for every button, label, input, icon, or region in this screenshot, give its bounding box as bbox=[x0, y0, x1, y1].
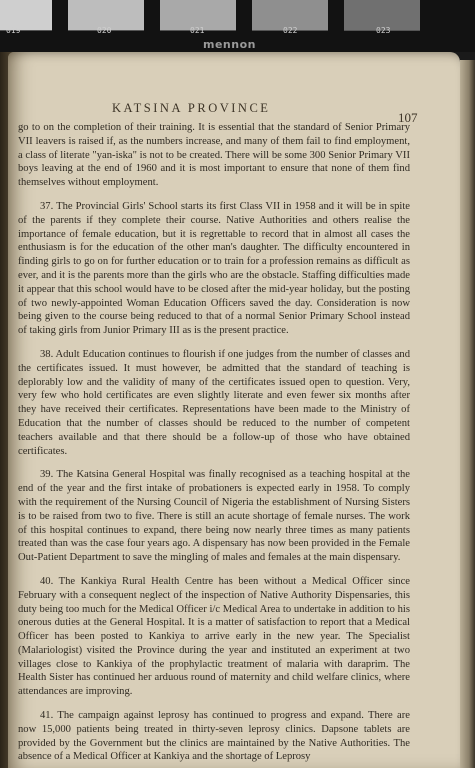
page-edge bbox=[460, 60, 475, 768]
frame-number: 021 bbox=[190, 26, 205, 35]
paragraph: 38. Adult Education continues to flourish if one judges from the number of classes and the certificates issued. It must however, be admitted that the standard of teaching is deplorably low and the validity of many of the certificates issued open to question. Very, very few who hold certificates are even slightly literate and even fewer six months after they have received their certificates. Representations have been made to the Ministry of Education that the number of classes should be reduced to the number of competent teachers available and that there should be a follow-up of those who have obtained certificates. bbox=[18, 348, 410, 457]
paragraph: 37. The Provincial Girls' School starts its first Class VII in 1958 and it will be in spite of the parents if they complete their course. Native Authorities and others realise the importance of female education, but it is regrettable to record that in almost all cases the enthusiasm is for the education of the other man's daughter. The difficulty encountered in finding girls to go on for further education or to train for a profession remains as difficult as ever, and it is the parents more than the girls who are the obstacle. Staffing difficulties made it appear that this school would have to be closed after the mid-year holiday, but the posting of two newly-appointed Woman Education Officers saved the day. Consideration is now being given to the course being reduced to that of a normal Senior Primary School instead of taking girls from Junior Primary III as is the present practice. bbox=[18, 200, 410, 337]
scanner-frame-bar bbox=[0, 0, 475, 52]
frame-number: 023 bbox=[376, 26, 391, 35]
frame-number: 020 bbox=[97, 26, 112, 35]
running-header: KATSINA PROVINCE bbox=[112, 101, 271, 115]
frame-number: 019 bbox=[6, 26, 21, 35]
paragraph: 40. The Kankiya Rural Health Centre has been without a Medical Officer since February with a consequent neglect of the inspection of Native Authority Dispensaries, this duty being too much for the Medical Officer i/c Medical Area to undertake in addition to his onerous duties at the General Hospital. It is a matter of satisfaction to report that a Medical Officer has been posted to Kankiya to arrive early in the new year. The Specialist (Malariologist) visited the Province during the year and instituted an experiment at two villages close to Kankiya of the prophylactic treatment of malaria with daraprim. The Health Sister has continued her arduous round of maternity and child welfare clinics, where attendances are improving. bbox=[18, 575, 410, 698]
scanner-brand-logo: mennon bbox=[203, 38, 256, 51]
paragraph: go to on the completion of their training. It is essential that the standard of Senior Primary VII leavers is raised if, as the numbers increase, and many of them fail to find employment, a class of literate "yan-iska" is not to be created. There will be some 300 Senior Primary VII boys leaving at the end of 1960 and it is most important to ensure that none of them find themselves without employment. bbox=[18, 122, 410, 189]
paragraph: 39. The Katsina General Hospital was finally recognised as a teaching hospital at the end of the year and the first intake of probationers is expected early in 1958. To comply with the requirement of the Nursing Council of Nigeria the establishment of Nursing Sisters is to be raised from two to five. There is still an acute shortage of female nurses. The work of this hospital continues to expand, there being now nearly three times as many patients treated than was the case four years ago. A dispensary has now been provided in the Female Out-Patient Department to save the mingling of males and females at the main dispensary. bbox=[18, 469, 410, 564]
frame-number: 022 bbox=[283, 26, 298, 35]
paragraph: 41. The campaign against leprosy has continued to progress and expand. There are now 15,000 patients being treated in thirty-seven leprosy clinics. Dapsone tablets are provided by the Government but the clinics are maintained by the Native Authorities. The absence of a Medical Officer at Kankiya and the shortage of Leprosy bbox=[18, 710, 410, 763]
body-text bbox=[18, 121, 410, 764]
page-number: 107 bbox=[398, 110, 418, 125]
